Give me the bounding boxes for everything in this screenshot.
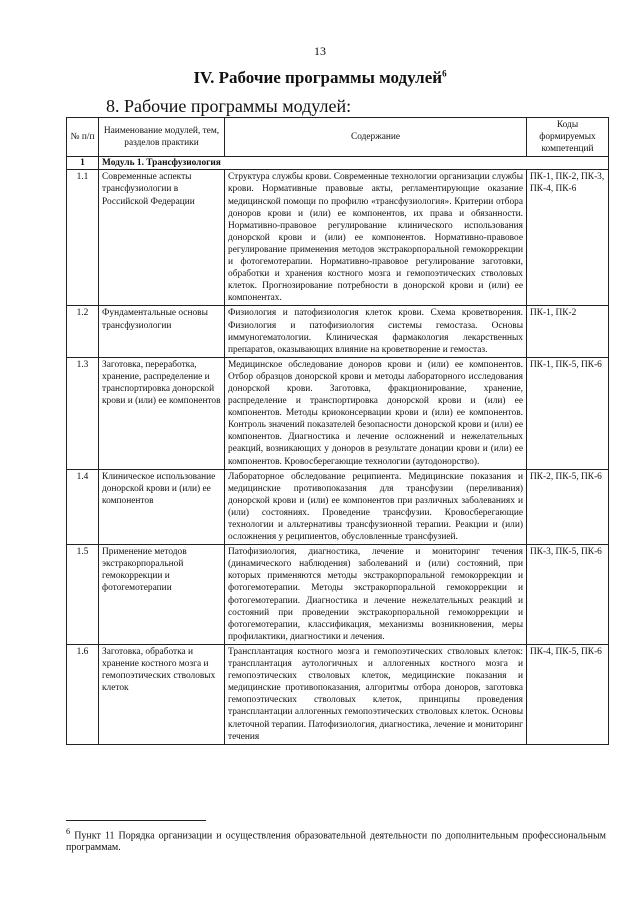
row-name: Применение методов экстракорпоральной гемокоррекции и фотогемотерапии (99, 545, 225, 645)
subsection-title: 8. Рабочие программы модулей: (106, 96, 352, 116)
row-codes: ПК-2, ПК-5, ПК-6 (527, 469, 609, 545)
footnote (66, 826, 606, 854)
row-num: 1.1 (67, 170, 99, 306)
section-title-text: IV. Рабочие программы модулей (193, 68, 443, 87)
table-row (67, 644, 609, 744)
module-num: 1 (67, 157, 99, 170)
header-name: Наименование модулей, тем, разделов практики (99, 118, 225, 157)
header-num: № п/п (67, 118, 99, 157)
row-name: Клиническое использование донорской крови и (или) ее компонентов (99, 469, 225, 545)
row-content: Медицинское обследование доноров крови и (или) ее компонентов. Отбор образцов донорской крови и методы лабораторного исследования донорской крови. Заготовка, фракционирование, хранение, распределение и транспортировка донорской крови и (или) ее компонентов. Методы криоконсервации крови и (или) ее компонентов. Контроль значений показателей безопасности донорской крови и (или) ее компонентов. Диагностика и лечение осложнений и нежелательных реакций, возникающих у доноров в результате донации крови и (или) ее компонентов. Кровосберегающие технологии (аутодонорство). (225, 357, 527, 469)
row-num: 1.2 (67, 306, 99, 357)
table-row (67, 469, 609, 545)
row-content: Патофизиология, диагностика, лечение и мониторинг течения (динамического наблюдения) заболеваний и (или) состояний, при которых применяются методы экстракорпоральной гемокоррекции и фотогемотерапии. Методы экстракорпоральной гемокоррекции и фотогемотерапии. Диагностика и лечение нежелательных реакций и состояний при проведении экстракорпоральной гемокоррекции и фотогемотерапии, классификация, механизмы возникновения, меры профилактики, диагностики и лечения. (225, 545, 527, 645)
row-num: 1.3 (67, 357, 99, 469)
row-name: Заготовка, переработка, хранение, распределение и транспортировка донорской крови и (или) ее компонентов (99, 357, 225, 469)
row-codes: ПК-3, ПК-5, ПК-6 (527, 545, 609, 645)
row-num: 1.5 (67, 545, 99, 645)
module-title: Модуль 1. Трансфузиология (99, 157, 609, 170)
row-content: Структура службы крови. Современные технологии организации службы крови. Нормативные правовые акты, регламентирующие оказание медицинской помощи по профилю «трансфузиология». Критерии отбора доноров крови и (или) ее компонентов, их права и обязанности. Нормативно-правовое регулирование клинического использования донорской крови и (или) ее компонентов. Нормативно-правовое регулирование применения методов экстракорпоральной гемокоррекции и фотогемотерапии. Нормативно-правовое регулирование заготовки, обработки и хранения костного мозга и гемопоэтических стволовых клеток. Прогнозирование потребности в донорской крови и (или) ее компонентах. (225, 170, 527, 306)
footnote-text: Пункт 11 Порядка организации и осуществления образовательной деятельности по дополнительным профессиональным программам. (66, 830, 606, 854)
row-name: Фундаментальные основы трансфузиологии (99, 306, 225, 357)
table-row (67, 545, 609, 645)
row-num: 1.4 (67, 469, 99, 545)
row-name: Заготовка, обработка и хранение костного мозга и гемопоэтических стволовых клеток (99, 644, 225, 744)
row-content: Трансплантация костного мозга и гемопоэтических стволовых клеток: трансплантация аутологичных и аллогенных костного мозга и гемопоэтических стволовых клеток, медицинские показания и медицинские противопоказания, алгоритмы отбора доноров, заготовка гемопоэтических стволовых клеток, принципы проведения трансплантации аллогенных гемопоэтических стволовых клеток. Основы клеточной терапии. Патофизиология, диагностика, лечение и мониторинг течения (225, 644, 527, 744)
footnote-mark: 6 (66, 827, 71, 836)
section-title (0, 68, 640, 88)
header-codes: Коды формируемых компетенций (527, 118, 609, 157)
row-codes: ПК-1, ПК-2 (527, 306, 609, 357)
row-name: Современные аспекты трансфузиологии в Российской Федерации (99, 170, 225, 306)
row-codes: ПК-1, ПК-5, ПК-6 (527, 357, 609, 469)
row-num: 1.6 (67, 644, 99, 744)
table-row (67, 306, 609, 357)
row-codes: ПК-4, ПК-5, ПК-6 (527, 644, 609, 744)
page-number: 13 (314, 44, 326, 58)
table-row (67, 170, 609, 306)
row-codes: ПК-1, ПК-2, ПК-3, ПК-4, ПК-6 (527, 170, 609, 306)
table-header-row (67, 118, 609, 157)
module-row (67, 157, 609, 170)
modules-table (66, 117, 609, 745)
header-content: Содержание (225, 118, 527, 157)
row-content: Физиология и патофизиология клеток крови. Схема кроветворения. Физиология и патофизиология системы гемостаза. Основы иммуногематологии. Клиническая фармакология лекарственных препаратов, оказывающих влияние на кроветворение и гемостаз. (225, 306, 527, 357)
table-row (67, 357, 609, 469)
footnote-reference: 6 (442, 68, 447, 79)
row-content: Лабораторное обследование реципиента. Медицинские показания и медицинские противопоказания для трансфузии (переливания) донорской крови и (или) ее компонентов при различных заболеваниях и (или) состояниях. Проведение трансфузии. Кровосберегающие технологии и альтернативы трансфузионной терапии. Реакции и (или) осложнения у реципиентов, обусловленные трансфузией. (225, 469, 527, 545)
footnote-divider (66, 820, 206, 821)
